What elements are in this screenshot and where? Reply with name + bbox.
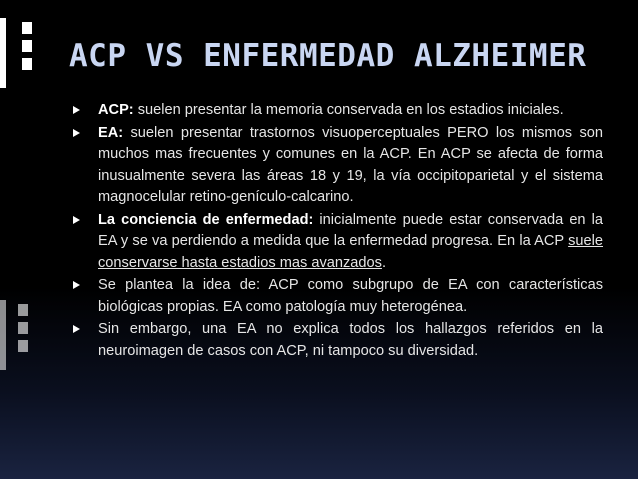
bullet-text: .	[381, 254, 386, 271]
bullet-term: ACP:	[98, 102, 134, 118]
bullet-item	[70, 100, 603, 122]
bullet-arrow-icon	[73, 216, 80, 223]
bullet-arrow-icon	[73, 281, 80, 288]
bullet-item	[70, 123, 603, 209]
bullet-item	[70, 210, 603, 275]
bullet-arrow-icon	[73, 325, 80, 332]
left-accent-bar-top	[0, 18, 6, 88]
bullet-term: EA:	[98, 124, 124, 141]
bullet-item	[70, 275, 603, 318]
accent-square	[18, 340, 28, 352]
bullet-item	[70, 319, 603, 362]
bullet-text: Se plantea la idea de: ACP como subgrupo de EA con características biológicas propias. EA como patología muy heterogénea.	[98, 277, 603, 315]
left-accent-bar-middle	[0, 300, 6, 370]
bullet-text: suelen presentar la memoria conservada en los estadios iniciales.	[133, 102, 564, 118]
accent-square	[22, 58, 32, 70]
bullet-text: Sin embargo, una EA no explica todos los hallazgos referidos en la neuroimagen de casos con ACP, ni tampoco su diversidad.	[98, 321, 603, 359]
accent-square	[18, 322, 28, 334]
accent-square	[22, 22, 32, 34]
bullet-term: La conciencia de enfermedad:	[98, 211, 314, 228]
bullet-arrow-icon	[73, 106, 80, 113]
accent-square	[22, 40, 32, 52]
bullet-underlined-text: suele conservarse hasta estadios mas avanzados	[98, 233, 603, 271]
accent-square	[18, 304, 28, 316]
bullet-arrow-icon	[73, 129, 80, 136]
bullet-list	[70, 100, 603, 363]
bullet-text: suelen presentar trastornos visuoperceptuales PERO los mismos son muchos mas frecuentes y comunes en la ACP. En ACP se afecta de forma inusualmente severa las áreas 18 y 19, la vía occipitoparietal y el sistema magnocelular retino-genículo-calcarino.	[98, 124, 603, 205]
slide-title: ACP VS ENFERMEDAD ALZHEIMER	[69, 38, 587, 74]
bullet-text: inicialmente puede estar conservada en la EA y se va perdiendo a medida que la enfermedad progresa. En la ACP	[98, 211, 603, 249]
